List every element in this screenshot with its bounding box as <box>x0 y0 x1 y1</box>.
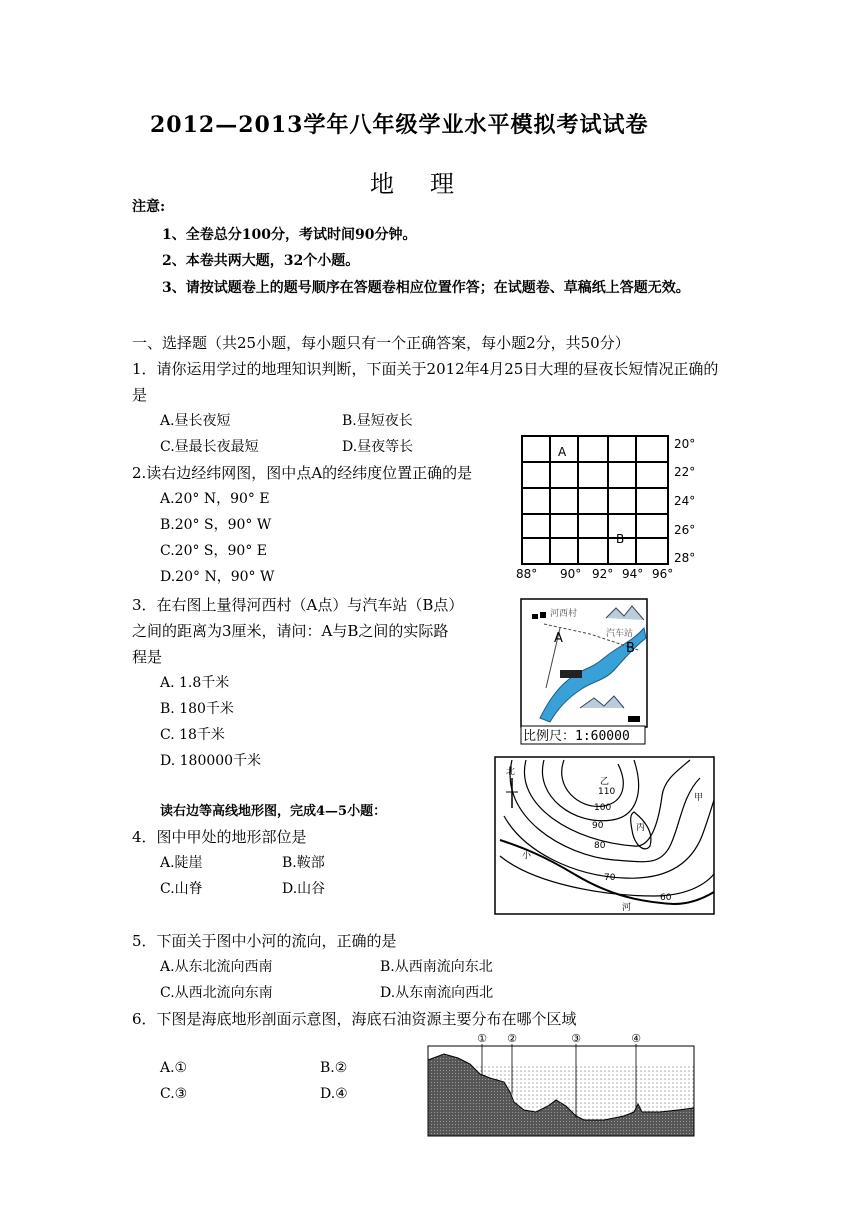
point-bing-label: 丙 <box>636 823 646 833</box>
village-label: 河西村 <box>550 609 578 619</box>
contour-level-90: 90 <box>592 821 604 831</box>
q5-option-b: B.从西南流向东北 <box>380 959 493 975</box>
map-scale: 比例尺：1:60000 <box>523 729 630 744</box>
river-label: 小 <box>522 851 532 861</box>
contour-level-70: 70 <box>604 873 616 883</box>
subject-char-1: 地 <box>370 170 395 198</box>
subject-char-2: 理 <box>430 170 455 198</box>
q3-option-a: A. 1.8千米 <box>160 675 230 691</box>
q3-option-c: C. 18千米 <box>160 727 225 743</box>
marker-3: ③ <box>571 1032 581 1045</box>
building-icon <box>628 716 640 722</box>
lon-label-92: 92° <box>592 567 614 581</box>
river-map-figure <box>520 598 648 746</box>
q3-option-d: D. 180000千米 <box>160 753 262 769</box>
q4-option-b: B.鞍部 <box>282 855 325 871</box>
q6-option-d: D.④ <box>320 1086 348 1102</box>
town-icon <box>560 670 582 678</box>
marker-2: ② <box>507 1032 517 1045</box>
q5-text: 5．下面关于图中小河的流向，正确的是 <box>132 932 397 950</box>
contour-level-60: 60 <box>660 893 672 903</box>
lon-label-90: 90° <box>560 567 582 581</box>
q3-text-line1: 3．在右图上量得河西村（A点）与汽车站（B点） <box>132 596 464 614</box>
q2-option-b: B.20° S，90° W <box>160 517 272 533</box>
section-heading: 一、选择题（共25小题，每小题只有一个正确答案，每小题2分，共50分） <box>132 334 630 352</box>
q1-text-line2: 是 <box>132 386 148 404</box>
village-icon <box>532 614 538 619</box>
notice-item-2: 2、本卷共两大题，32个小题。 <box>162 253 360 269</box>
marker-1: ① <box>477 1032 487 1045</box>
notice-item-3: 3、请按试题卷上的题号顺序在答题卷相应位置作答；在试题卷、草稿纸上答题无效。 <box>162 280 690 296</box>
q5-option-d: D.从东南流向西北 <box>380 985 494 1001</box>
lon-label-88: 88° <box>516 567 538 581</box>
q1-option-d: D.昼夜等长 <box>342 439 414 455</box>
q6-option-b: B.② <box>320 1060 348 1076</box>
q5-option-c: C.从西北流向东南 <box>160 985 273 1001</box>
lat-label-22: 22° <box>674 465 696 479</box>
contour-level-100: 100 <box>594 803 612 813</box>
lat-label-28: 28° <box>674 551 696 565</box>
q4-option-c: C.山脊 <box>160 881 203 897</box>
seabed-profile-figure <box>424 1030 698 1140</box>
map-point-a: A <box>554 631 563 646</box>
lon-label-96: 96° <box>652 567 674 581</box>
marker-4: ④ <box>631 1032 641 1045</box>
q45-intro: 读右边等高线地形图，完成4—5小题： <box>160 804 387 819</box>
exam-title: 2012—2013学年八年级学业水平模拟考试试卷 <box>150 112 649 138</box>
subject-title <box>370 164 490 199</box>
q2-option-a: A.20° N，90° E <box>160 491 270 507</box>
q1-option-c: C.昼最长夜最短 <box>160 439 259 455</box>
north-label: 北 <box>506 767 516 777</box>
q4-option-a: A.陡崖 <box>160 855 203 871</box>
notice-label: 注意: <box>132 199 166 215</box>
notice-item-1: 1、全卷总分100分，考试时间90分钟。 <box>162 227 417 243</box>
grid-point-a: A <box>558 445 567 459</box>
q5-option-a: A.从东北流向西南 <box>160 959 273 975</box>
lat-label-26: 26° <box>674 523 696 537</box>
q3-text-line3: 程是 <box>132 648 163 666</box>
lat-label-20: 20° <box>674 437 696 451</box>
q3-text-line2: 之间的距离为3厘米，请问：A与B之间的实际路 <box>132 622 449 640</box>
point-yi-label: 乙 <box>600 777 610 787</box>
contour-level-110: 110 <box>598 787 616 797</box>
point-jia-label: 甲 <box>694 793 704 803</box>
q4-text: 4．图中甲处的地形部位是 <box>132 828 307 846</box>
village-icon <box>540 612 546 618</box>
q2-text: 2.读右边经纬网图，图中点A的经纬度位置正确的是 <box>132 464 473 482</box>
station-label: 汽车站 <box>606 629 634 639</box>
grid-point-b: B <box>616 532 625 546</box>
q3-option-b: B. 180千米 <box>160 701 234 717</box>
q1-option-a: A.昼长夜短 <box>160 413 231 429</box>
lon-label-94: 94° <box>622 567 644 581</box>
q2-option-c: C.20° S，90° E <box>160 543 268 559</box>
q6-option-c: C.③ <box>160 1086 188 1102</box>
lat-label-24: 24° <box>674 494 696 508</box>
map-point-b: B <box>626 641 635 656</box>
q6-text: 6．下图是海底地形剖面示意图，海底石油资源主要分布在哪个区域 <box>132 1010 577 1028</box>
q2-option-d: D.20° N，90° W <box>160 569 275 585</box>
contour-map-figure <box>494 756 716 916</box>
q1-text-line1: 1．请你运用学过的地理知识判断，下面关于2012年4月25日大理的昼夜长短情况正确的 <box>132 360 719 378</box>
q6-option-a: A.① <box>160 1060 188 1076</box>
contour-level-80: 80 <box>594 841 606 851</box>
lat-lon-grid-figure <box>516 430 716 582</box>
q1-option-b: B.昼短夜长 <box>342 413 413 429</box>
river-label-2: 河 <box>622 903 632 913</box>
q4-option-d: D.山谷 <box>282 881 326 897</box>
